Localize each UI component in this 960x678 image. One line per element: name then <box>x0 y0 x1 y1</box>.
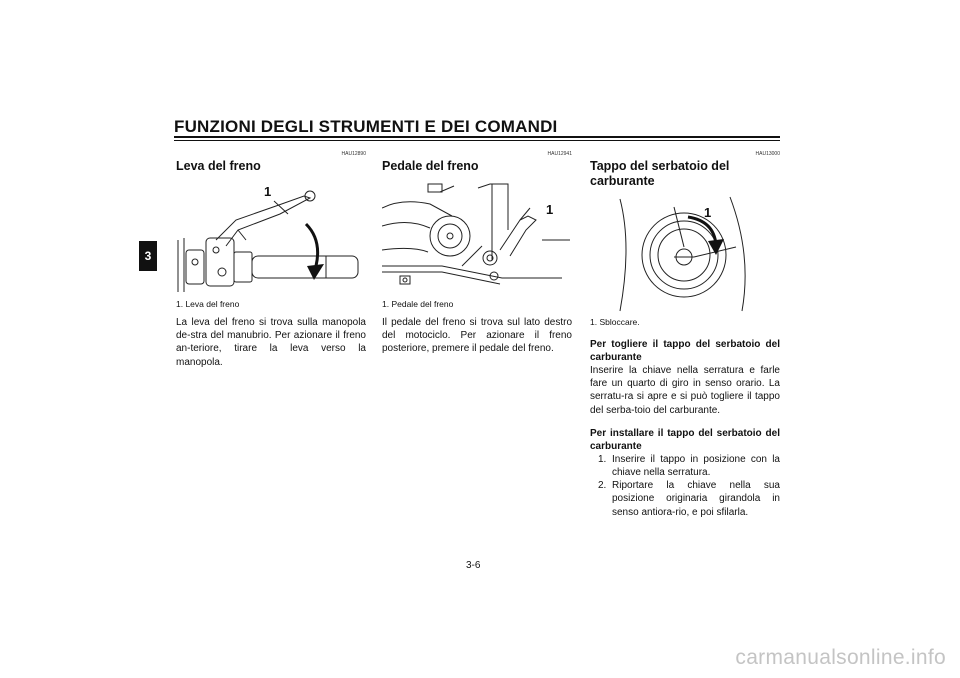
section-heading: Leva del freno <box>176 159 261 173</box>
list-item <box>590 453 780 479</box>
header-rule-thin <box>174 140 780 141</box>
section-body: Il pedale del freno si trova sul lato destro del motociclo. Per azionare il freno posteriore, premere il pedale del freno. <box>382 317 572 355</box>
figure-callout: 1 <box>704 205 712 220</box>
section-code: HAU12890 <box>341 151 366 157</box>
section-heading: Pedale del freno <box>382 159 479 173</box>
step-number: 1. <box>598 453 607 465</box>
page-number: 3-6 <box>466 560 481 571</box>
step-text: Inserire il tappo in posizione con la chiave nella serratura. <box>612 453 780 479</box>
chapter-tab <box>139 241 157 271</box>
remove-cap-heading: Per togliere il tappo del serbatoio del carburante <box>590 339 780 363</box>
section-brake-pedal <box>382 150 572 356</box>
fuel-cap-figure <box>590 195 780 313</box>
section-body: La leva del freno si trova sulla manopola de-stra del manubrio. Per azionare il freno an-teriore, tirare la leva verso la manopola. <box>176 317 366 368</box>
section-fuel-tank-cap <box>590 150 780 519</box>
brake-lever-figure <box>176 180 366 295</box>
install-cap-heading: Per installare il tappo del serbatoio del carburante <box>590 427 780 452</box>
section-code: HAU12941 <box>547 151 572 157</box>
section-brake-lever <box>176 150 366 369</box>
section-code: HAU13000 <box>755 151 780 157</box>
remove-cap-body: Inserire la chiave nella serratura e farle fare un quarto di giro in senso orario. La serratu-ra si apre e si può togliere il tappo del serba-toio del carburante. <box>590 365 780 416</box>
watermark: carmanualsonline.info <box>735 646 946 669</box>
chapter-tab-label: 3 <box>144 249 152 263</box>
figure-callout: 1 <box>546 202 554 217</box>
figure-caption: 1. Pedale del freno <box>382 299 454 309</box>
brake-pedal-figure <box>382 180 572 295</box>
step-text: Riportare la chiave nella sua posizione originaria girandola in senso antiora-rio, e poi sfilarla. <box>612 480 780 518</box>
step-number: 2. <box>598 480 607 492</box>
figure-callout: 1 <box>264 184 272 199</box>
header-rule <box>174 136 780 138</box>
page-title: FUNZIONI DEGLI STRUMENTI E DEI COMANDI <box>174 117 558 136</box>
figure-caption: 1. Leva del freno <box>176 299 240 309</box>
figure-caption: 1. Sbloccare. <box>590 317 640 327</box>
list-item <box>590 479 780 519</box>
install-cap-steps <box>590 453 780 519</box>
section-heading: Tappo del serbatoio del carburante <box>590 159 730 188</box>
